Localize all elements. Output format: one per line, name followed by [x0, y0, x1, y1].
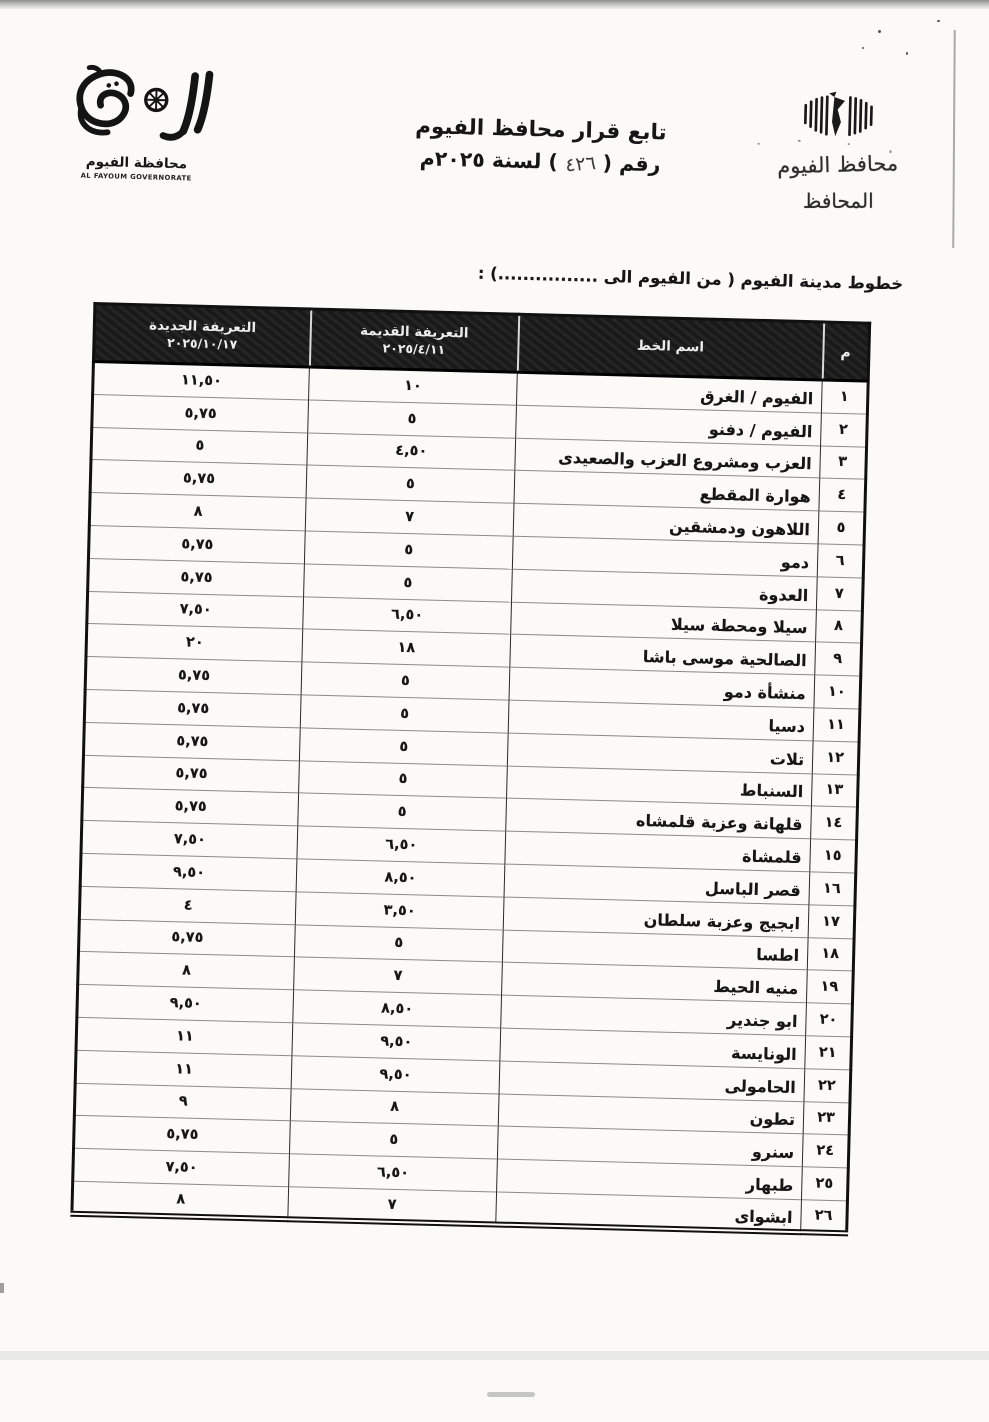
- cell-new-tariff: ٥,٧٥: [88, 558, 305, 596]
- cell-old-tariff: ١٨: [302, 629, 511, 667]
- cell-row-number: ٤: [819, 478, 866, 512]
- cell-row-number: ٩: [815, 642, 862, 676]
- cell-new-tariff: ٥,٧٥: [85, 657, 302, 695]
- cell-old-tariff: ٨,٥٠: [293, 990, 502, 1028]
- cell-new-tariff: ٥,٧٥: [83, 722, 300, 760]
- egypt-eagle-emblem-icon: [798, 84, 880, 148]
- cell-old-tariff: ٥: [304, 531, 513, 569]
- tariff-table-body: [72, 362, 868, 1234]
- cell-new-tariff: ٥: [91, 427, 308, 465]
- cell-row-number: ٥: [818, 511, 865, 545]
- cell-line-name: قصر الباسل: [504, 864, 810, 905]
- cell-row-number: ١٨: [807, 937, 854, 971]
- ink-speck: [848, 143, 850, 145]
- cell-new-tariff: ٨: [89, 493, 306, 531]
- cell-new-tariff: ٥,٧٥: [84, 689, 301, 727]
- fayoum-governorate-logo-icon: [59, 63, 216, 155]
- cell-old-tariff: ٥: [289, 1121, 498, 1159]
- cell-line-name: اللاهون ودمشقين: [513, 503, 819, 544]
- cell-old-tariff: ٥: [306, 465, 515, 503]
- cell-line-name: السنباط: [507, 766, 813, 807]
- cell-row-number: ٢٣: [803, 1101, 850, 1135]
- cell-new-tariff: ٩: [74, 1083, 291, 1121]
- cell-row-number: ١٠: [814, 675, 861, 709]
- cell-row-number: ١: [821, 380, 868, 414]
- cell-old-tariff: ٦,٥٠: [297, 826, 506, 864]
- ink-speck: [758, 143, 760, 145]
- cell-row-number: ٢٤: [802, 1134, 849, 1168]
- cell-line-name: تطون: [498, 1094, 804, 1135]
- cell-new-tariff: ٧,٥٠: [87, 591, 304, 629]
- cell-row-number: ٢٥: [801, 1167, 848, 1201]
- cell-new-tariff: ٨: [72, 1181, 289, 1219]
- handwritten-the-governor: المحافظ: [802, 188, 874, 213]
- cell-old-tariff: ٨: [290, 1088, 499, 1126]
- cell-old-tariff: ٦,٥٠: [303, 596, 512, 634]
- cell-line-name: قلهانة وعزبة قلمشاه: [506, 798, 812, 839]
- header-new-tariff: التعريفة الجديدة ٢٠٢٥/١٠/١٧: [93, 304, 310, 367]
- cell-old-tariff: ٥: [298, 793, 507, 831]
- cell-row-number: ١٧: [808, 905, 855, 939]
- cell-row-number: ٢٢: [804, 1068, 851, 1102]
- cell-old-tariff: ٦,٥٠: [289, 1154, 498, 1192]
- decree-title-line1: تابع قرار محافظ الفيوم: [414, 114, 667, 146]
- cell-new-tariff: ٤: [79, 886, 296, 924]
- letterhead-logo-block: [54, 63, 222, 183]
- cell-old-tariff: ٥: [301, 662, 510, 700]
- decree-title-line2: [372, 145, 708, 177]
- cell-new-tariff: ٥,٧٥: [92, 394, 309, 432]
- header-index: م: [822, 322, 869, 381]
- cell-new-tariff: ١١: [76, 1017, 293, 1055]
- cell-line-name: الحامولى: [499, 1061, 805, 1102]
- cell-line-name: الفيوم / الغرق: [516, 372, 822, 413]
- cell-line-name: دمو: [512, 536, 818, 577]
- section-subtitle: خطوط مدينة الفيوم ( من الفيوم الى ................) :: [477, 263, 904, 294]
- cell-line-name: طبهار: [497, 1159, 803, 1200]
- cell-row-number: ١٤: [811, 806, 858, 840]
- cell-line-name: دسيا: [508, 700, 814, 741]
- cell-new-tariff: ٢٠: [86, 624, 303, 662]
- cell-row-number: ١٩: [806, 970, 853, 1004]
- cell-line-name: تلات: [507, 733, 813, 774]
- cell-line-name: ابشواى: [496, 1192, 802, 1233]
- cell-row-number: ١٢: [812, 741, 859, 775]
- decree-number-handwritten: ٤٢٦: [564, 152, 597, 177]
- logo-english-name: AL FAYOUM GOVERNORATE: [80, 171, 192, 183]
- cell-old-tariff: ١٠: [309, 367, 518, 405]
- decree-title-block: [372, 113, 709, 177]
- ink-speck: [798, 140, 801, 142]
- cell-old-tariff: ٥: [300, 695, 509, 733]
- header-old-tariff: التعريفة القديمة ٢٠٢٥/٤/١١: [309, 309, 518, 372]
- cell-new-tariff: ٥,٧٥: [88, 525, 305, 563]
- cell-old-tariff: ٥: [299, 728, 508, 766]
- cell-row-number: ٢: [821, 413, 868, 447]
- cell-old-tariff: ٩,٥٠: [292, 1023, 501, 1061]
- cell-old-tariff: ٥: [299, 760, 508, 798]
- cell-line-name: منيه الحيط: [502, 962, 808, 1003]
- cell-line-name: قلمشاة: [505, 831, 811, 872]
- cell-row-number: ٢١: [805, 1036, 852, 1070]
- cell-old-tariff: ٨,٥٠: [296, 859, 505, 897]
- cell-line-name: اطسا: [502, 930, 808, 971]
- cell-new-tariff: ٥,٧٥: [82, 788, 299, 826]
- tariff-table: [70, 302, 871, 1237]
- cell-row-number: ٦: [817, 544, 864, 578]
- cell-line-name: ابجيج وعزبة سلطان: [503, 897, 809, 938]
- cell-old-tariff: ٧: [288, 1187, 497, 1225]
- cell-old-tariff: ٤,٥٠: [307, 433, 516, 471]
- cell-line-name: الفيوم / دفنو: [516, 405, 822, 446]
- cell-line-name: سنرو: [497, 1126, 803, 1167]
- cell-new-tariff: ٥,٧٥: [83, 755, 300, 793]
- cell-new-tariff: ٩,٥٠: [80, 853, 297, 891]
- cell-row-number: ٢٠: [806, 1003, 853, 1037]
- cell-old-tariff: ٩,٥٠: [291, 1056, 500, 1094]
- handwritten-governor-of-fayoum: محافظ الفيوم: [776, 151, 899, 179]
- cell-line-name: سيلا ومحطة سيلا: [511, 602, 817, 643]
- cell-line-name: منشأة دمو: [509, 667, 815, 708]
- cell-line-name: العزب ومشروع العزب والصعيدى: [515, 438, 821, 479]
- cell-new-tariff: ٧,٥٠: [73, 1148, 290, 1186]
- cell-new-tariff: ٥,٧٥: [90, 460, 307, 498]
- cell-old-tariff: ٧: [305, 498, 514, 536]
- decree-number-prefix: رقم (: [602, 150, 661, 177]
- decree-number-suffix: ) لسنة ٢٠٢٥م: [419, 146, 559, 174]
- governor-stamp-block: [741, 76, 941, 213]
- cell-new-tariff: ١١,٥٠: [93, 362, 310, 400]
- header-line-name: اسم الخط: [517, 314, 823, 380]
- cell-row-number: ١٦: [809, 872, 856, 906]
- cell-old-tariff: ٥: [308, 400, 517, 438]
- cell-line-name: الصالحية موسى باشا: [510, 635, 816, 676]
- cell-line-name: ابو جندير: [501, 995, 807, 1036]
- cell-row-number: ٣: [820, 446, 867, 480]
- cell-row-number: ٨: [816, 609, 863, 643]
- cell-row-number: ١٥: [810, 839, 857, 873]
- logo-arabic-name: محافظة الفيوم: [85, 153, 188, 173]
- cell-row-number: ٧: [816, 577, 863, 611]
- cell-new-tariff: ٥,٧٥: [79, 919, 296, 957]
- cell-old-tariff: ٥: [294, 924, 503, 962]
- cell-new-tariff: ١١: [75, 1050, 292, 1088]
- cell-row-number: ١١: [813, 708, 860, 742]
- cell-old-tariff: ٥: [304, 564, 513, 602]
- cell-row-number: ٢٦: [801, 1200, 848, 1234]
- cell-line-name: الونايسة: [500, 1028, 806, 1069]
- cell-line-name: العدوة: [512, 569, 818, 610]
- cell-old-tariff: ٣,٥٠: [295, 892, 504, 930]
- cell-new-tariff: ٥,٧٥: [74, 1116, 291, 1154]
- cell-line-name: هوارة المقطع: [514, 471, 820, 512]
- cell-new-tariff: ٩,٥٠: [77, 984, 294, 1022]
- cell-old-tariff: ٧: [294, 957, 503, 995]
- cell-row-number: ١٣: [811, 773, 858, 807]
- cell-new-tariff: ٨: [78, 952, 295, 990]
- cell-new-tariff: ٧,٥٠: [81, 821, 298, 859]
